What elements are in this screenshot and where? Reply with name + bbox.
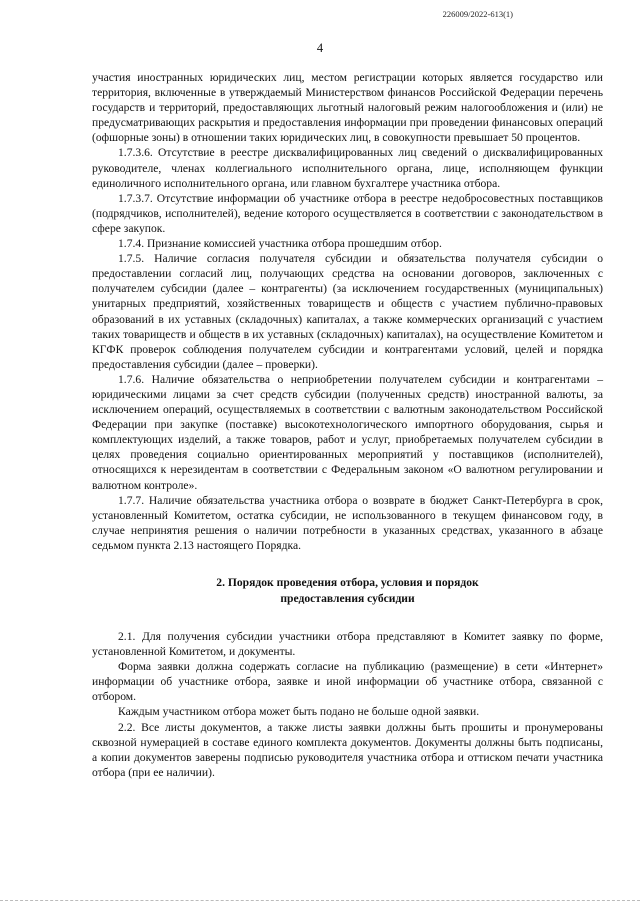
paragraph-2-2: 2.2. Все листы документов, а также листы заявки должны быть прошиты и пронумерованы сквозной нумерацией в составе единого комплекта документов. Документы должны быть подписаны, а копии документов заверены подписью руководителя участника отбора и оттиском печати участника отбора (при ее наличии).	[92, 720, 603, 779]
section-heading-line-1: 2. Порядок проведения отбора, условия и порядок	[216, 576, 479, 589]
paragraph-1-7-7: 1.7.7. Наличие обязательства участника отбора о возврате в бюджет Санкт-Петербурга в срок, установленный Комитетом, остатка субсидии, не использованного в текущем финансовом году, в случае непринятия решения о наличии потребности в указанных средствах, указанного в абзаце седьмом пункта 2.13 настоящего Порядка.	[92, 493, 603, 552]
paragraph-continuation: участия иностранных юридических лиц, местом регистрации которых является государство или территория, включенные в утверждаемый Министерством финансов Российской Федерации перечень государств и территорий, предоставляющих льготный налоговый режим налогообложения и (или) не предусматривающих раскрытия и предоставления информации при проведении финансовых операций (офшорные зоны) в отношении таких юридических лиц, в совокупности превышает 50 процентов.	[92, 71, 603, 145]
document-registration-number: 226009/2022-613(1)	[442, 9, 513, 19]
paragraph-1-7-6: 1.7.6. Наличие обязательства о неприобретении получателем субсидии и контрагентами – юридическими лицами за счет средств субсидии (полученных средств) иностранной валюты, за исключением операций, осуществляемых в соответствии с валютным законодательством Российской Федерации при закупке (поставке) высокотехнологического импортного оборудования, сырья и комплектующих изделий, а также товаров, работ и услуг, приобретаемых получателем субсидии в целях проведения социально ориентированных мероприятий у поставщиков (исполнителей), относящихся к нерезидентам в соответствии с Федеральным законом «О валютном регулировании и валютном контроле».	[92, 372, 603, 492]
paragraph-1-7-3-7: 1.7.3.7. Отсутствие информации об участнике отбора в реестре недобросовестных поставщиков (подрядчиков, исполнителей), ведение которого осуществляется в соответствии с законодательством в сфере закупок.	[92, 191, 603, 235]
paragraph-form-requirements: Форма заявки должна содержать согласие на публикацию (размещение) в сети «Интернет» информации об участнике отбора, заявке и иной информации об участнике отбора, связанной с отбором.	[92, 660, 603, 704]
paragraph-single-application: Каждым участником отбора может быть подано не больше одной заявки.	[118, 705, 480, 719]
page-number: 4	[316, 41, 324, 55]
section-heading-line-2: предоставления субсидии	[280, 592, 415, 605]
section-heading	[92, 575, 603, 607]
paragraph-1-7-3-6: 1.7.3.6. Отсутствие в реестре дисквалифицированных лиц сведений о дисквалифицированных руководителе, членах коллегиального исполнительного органа, лице, исполняющем функции единоличного исполнительного органа, или главном бухгалтере участника отбора.	[92, 146, 603, 190]
scan-edge-divider	[0, 899, 640, 901]
document-body	[92, 70, 603, 780]
paragraph-2-1: 2.1. Для получения субсидии участники отбора представляют в Комитет заявку по форме, установленной Комитетом, и документы.	[92, 630, 603, 659]
paragraph-1-7-5: 1.7.5. Наличие согласия получателя субсидии и обязательства получателя субсидии о предоставлении согласий лиц, получающих средства на основании договоров, заключенных с получателем субсидии (далее – контрагенты) (за исключением государственных (муниципальных) унитарных предприятий, хозяйственных товариществ и обществ с участием публично-правовых образований в их уставных (складочных) капиталах, а также коммерческих организаций с участием таких товариществ и обществ в их уставных (складочных) капиталах), на осуществление Комитетом и КГФК проверок соблюдения получателем субсидии и контрагентами условий, целей и порядка предоставления субсидии (далее – проверки).	[92, 252, 603, 371]
paragraph-1-7-4: 1.7.4. Признание комиссией участника отбора прошедшим отбор.	[118, 237, 442, 251]
